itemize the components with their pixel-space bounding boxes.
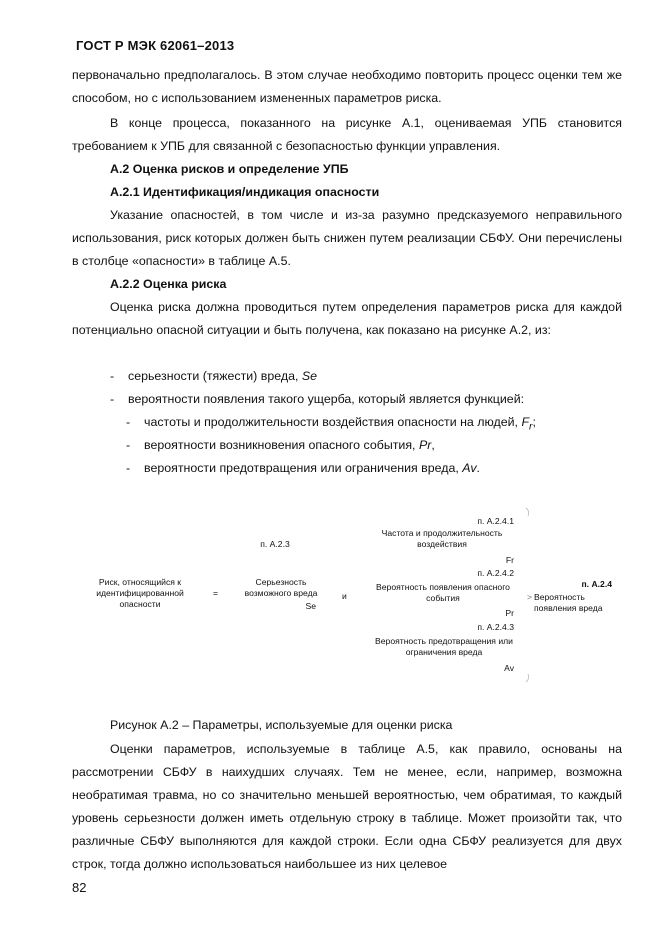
avoidance-label: Вероятность предотвращения или ограничения вреда <box>375 636 513 657</box>
frequency-ref: п. А.2.4.1 <box>477 516 514 526</box>
symbol-fr: F <box>521 415 530 429</box>
list-dash: - <box>126 461 131 475</box>
paragraph-risk-estimation: Оценка риска должна проводиться путем определения параметров риска для каждой потенциально опасной ситуации и быть получена, как показано на рисунке А.2, из: <box>72 300 622 337</box>
and-word: и <box>342 591 347 601</box>
frequency-label: Частота и продолжительность воздействия <box>381 528 503 549</box>
symbol-se: Se <box>301 369 318 383</box>
sublist-item-frequency: - частоты и продолжительности воздействия опасности на людей, $F_r$; <box>126 411 536 438</box>
list-dash: - <box>126 438 131 452</box>
symbol-av: Av <box>462 461 477 475</box>
sublist-item-avoidance: - вероятности предотвращения или ограничения вреда, Av. <box>126 457 480 480</box>
list-dash: - <box>110 392 115 406</box>
frequency-symbol: Fr <box>505 555 514 565</box>
paragraph-continuation: первоначально предполагалось. В этом случае необходимо повторить процесс оценки тем же способом, но с использованием измененных параметров риска. <box>72 68 622 105</box>
event-ref: п. А.2.4.2 <box>477 568 514 578</box>
severity-label: Серьезность возможного вреда <box>244 577 318 598</box>
paragraph-hazards: Указание опасностей, в том числе и из-за разумно предсказуемого неправильного использования, риск которых должен быть снижен путем реализации СБФУ. Они перечислены в столбце «опасности» в таблице А.5. <box>72 208 622 268</box>
event-label: Вероятность появления опасного события <box>376 582 510 603</box>
symbol-pr: Pr <box>418 438 432 452</box>
equals-sign: = <box>213 588 219 598</box>
paragraph-process-end: В конце процесса, показанного на рисунке А.1, оцениваемая УПБ становится требованием к УПБ для связанной с безопасностью функции управления. <box>72 116 622 153</box>
bracket-top-curve <box>526 508 529 516</box>
risk-label: Риск, относящийся к идентифицированной опасности <box>96 577 184 609</box>
bracket-tip-icon: > <box>527 592 533 602</box>
probability-label: Вероятность появления вреда <box>534 592 603 613</box>
section-heading-a21: А.2.1 Идентификация/индикация опасности <box>110 185 380 199</box>
list-item-severity: - серьезности (тяжести) вреда, Se <box>110 365 317 388</box>
section-heading-a22: А.2.2 Оценка риска <box>110 277 227 291</box>
severity-ref: п. А.2.3 <box>260 539 290 549</box>
avoidance-ref: п. А.2.4.3 <box>477 622 514 632</box>
standard-header: ГОСТ Р МЭК 62061–2013 <box>76 38 235 53</box>
list-dash: - <box>110 369 115 383</box>
sublist-item-event: - вероятности возникновения опасного события, Pr, <box>126 434 435 457</box>
avoidance-symbol: Av <box>504 663 514 673</box>
event-symbol: Pr <box>505 608 514 618</box>
probability-ref: п. А.2.4 <box>581 579 612 589</box>
severity-symbol: Se <box>305 601 316 611</box>
figure-caption: Рисунок А.2 – Параметры, используемые для оценки риска <box>110 718 453 732</box>
page-number: 82 <box>72 880 87 895</box>
paragraph-parameter-estimates: Оценки параметров, используемые в таблице А.5, как правило, основаны на рассмотрении СБФУ в наихудших случаях. Тем не менее, если, например, возможна необратимая травма, но со значительно меньшей вероятностью, чем обратимая, то каждый уровень серьезности должен иметь отдельную строку в таблице. Может произойти так, что различные СБФУ выполняются для каждой строки. Если одна СБФУ реализуется для двух строк, тогда должно использоваться наибольшее из них целевое <box>72 742 622 871</box>
bracket-bottom-curve <box>526 674 529 682</box>
section-heading-a2: А.2 Оценка рисков и определение УПБ <box>110 162 349 176</box>
list-item-probability: - вероятности появления такого ущерба, который является функцией: <box>110 388 524 411</box>
list-dash: - <box>126 415 131 429</box>
